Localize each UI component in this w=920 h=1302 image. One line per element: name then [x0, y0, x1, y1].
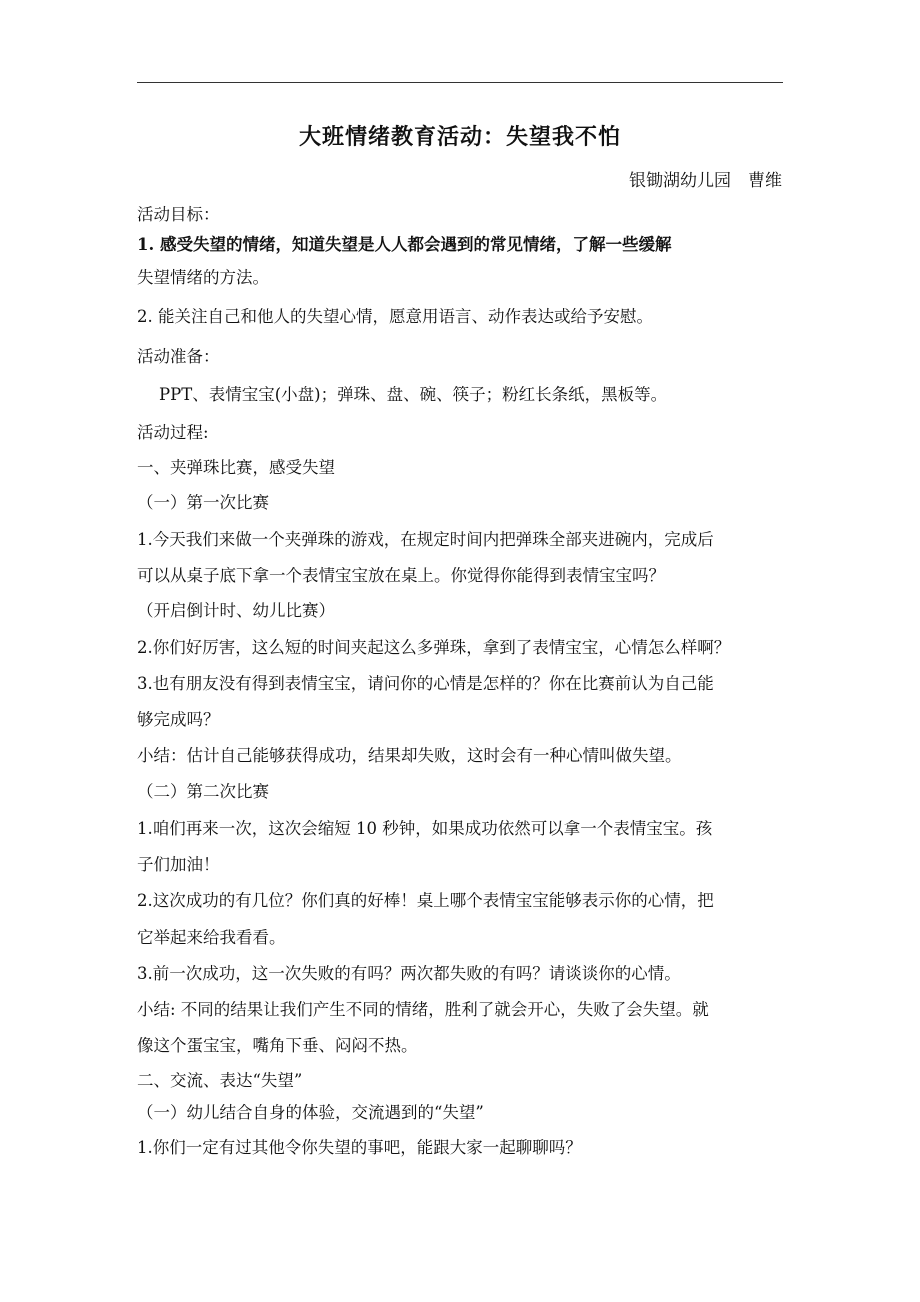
section-heading-prep: 活动准备： [137, 347, 220, 366]
prep-materials: PPT、表情宝宝(小盘)；弹珠、盘、碗、筷子；粉红长条纸，黑板等。 [159, 385, 668, 404]
round-2-step-3: 3.前一次成功，这一次失败的有吗？两次都失败的有吗？请谈谈你的心情。 [137, 964, 681, 983]
round-2-step-1: 1.咱们再来一次，这次会缩短 10 秒钟，如果成功依然可以拿一个表情宝宝。孩 [137, 819, 713, 838]
round-2-step-1-continuation: 子们加油！ [137, 855, 220, 874]
summary-2-continuation: 像这个蛋宝宝，嘴角下垂、闷闷不热。 [137, 1036, 418, 1055]
round-1-step-2: 2.你们好厉害，这么短的时间夹起这么多弹珠，拿到了表情宝宝，心情怎么样啊？ [137, 638, 731, 657]
round-1-step-3: 3.也有朋友没有得到表情宝宝，请问你的心情是怎样的？你在比赛前认为自己能 [137, 674, 714, 693]
round-2-step-2-continuation: 它举起来给我看看。 [137, 928, 286, 947]
round-1-note: （开启倒计时、幼儿比赛） [137, 601, 335, 620]
round-1-step-1: 1.今天我们来做一个夹弹珠的游戏，在规定时间内把弹珠全部夹进碗内，完成后 [137, 530, 714, 549]
goal-1-line: 1. 感受失望的情绪，知道失望是人人都会遇到的常见情绪，了解一些缓解 [137, 235, 672, 254]
document-title: 大班情绪教育活动：失望我不怕 [298, 125, 621, 150]
section-heading-goals: 活动目标： [137, 205, 220, 224]
author-line: 银锄湖幼儿园 曹维 [629, 171, 782, 191]
part-2-sub-heading: （一）幼儿结合自身的体验，交流遇到的“失望” [137, 1103, 484, 1122]
summary-1: 小结：估计自己能够获得成功，结果却失败，这时会有一种心情叫做失望。 [137, 746, 682, 765]
header-rule [137, 82, 783, 83]
goal-2-line: 2. 能关注自己和他人的失望心情，愿意用语言、动作表达或给予安慰。 [137, 307, 653, 326]
round-2-heading: （二）第二次比赛 [137, 782, 269, 801]
part-1-heading: 一、夹弹珠比赛，感受失望 [137, 458, 335, 477]
section-heading-process: 活动过程: [137, 423, 209, 442]
round-1-heading: （一）第一次比赛 [137, 493, 269, 512]
part-2-heading: 二、交流、表达“失望” [137, 1071, 303, 1090]
round-2-step-2: 2.这次成功的有几位？你们真的好棒！桌上哪个表情宝宝能够表示你的心情，把 [137, 891, 714, 910]
goal-1-continuation: 失望情绪的方法。 [137, 268, 269, 287]
round-1-step-3-continuation: 够完成吗？ [137, 710, 220, 729]
part-2-question-1: 1.你们一定有过其他令你失望的事吧，能跟大家一起聊聊吗？ [137, 1138, 582, 1157]
round-1-step-1-continuation: 可以从桌子底下拿一个表情宝宝放在桌上。你觉得你能得到表情宝宝吗？ [137, 566, 665, 585]
summary-2: 小结: 不同的结果让我们产生不同的情绪，胜利了就会开心，失败了会失望。就 [137, 1000, 709, 1019]
